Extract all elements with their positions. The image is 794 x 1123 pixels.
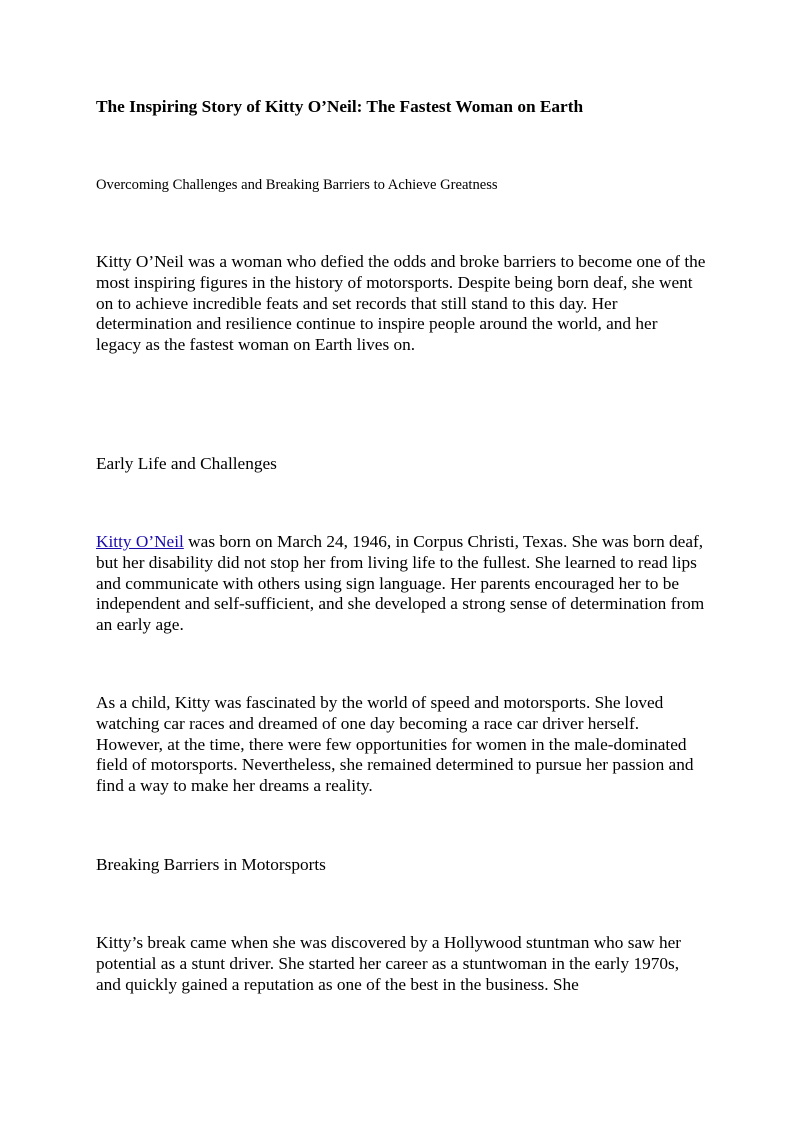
document-title: The Inspiring Story of Kitty O’Neil: The Fastest Woman on Earth [96, 97, 584, 116]
breaking-barriers-paragraph-1: Kitty’s break came when she was discovered by a Hollywood stuntman who saw her potential as a stunt driver. She started her career as a stuntwoman in the early 1970s, and quickly gained a reputation as one of the best in the business. She [96, 933, 682, 994]
section-heading-breaking-barriers: Breaking Barriers in Motorsports [96, 855, 326, 874]
early-life-paragraph-1-text: was born on March 24, 1946, in Corpus Christi, Texas. She was born deaf, but her disability did not stop her from living life to the fullest. She learned to read lips and communicate with others using sign language. Her parents encouraged her to be independent and self-sufficient, and she developed a strong sense of determination from an early age. [96, 532, 705, 635]
intro-paragraph: Kitty O’Neil was a woman who defied the odds and broke barriers to become one of the most inspiring figures in the history of motorsports. Despite being born deaf, she went on to achieve incredible feats and set records that still stand to this day. Her determination and resilience continue to inspire people around the world, and her legacy as the fastest woman on Earth lives on. [96, 252, 706, 355]
early-life-paragraph-2: As a child, Kitty was fascinated by the world of speed and motorsports. She loved watching car races and dreamed of one day becoming a race car driver herself. However, at the time, there were few opportunities for women in the male-dominated field of motorsports. Nevertheless, she remained determined to pursue her passion and find a way to make her dreams a reality. [96, 693, 694, 796]
section-heading-early-life: Early Life and Challenges [96, 454, 277, 473]
early-life-paragraph-1 [96, 532, 706, 636]
kitty-oneil-link[interactable]: Kitty O’Neil [96, 532, 184, 551]
document-subtitle: Overcoming Challenges and Breaking Barriers to Achieve Greatness [96, 177, 498, 193]
